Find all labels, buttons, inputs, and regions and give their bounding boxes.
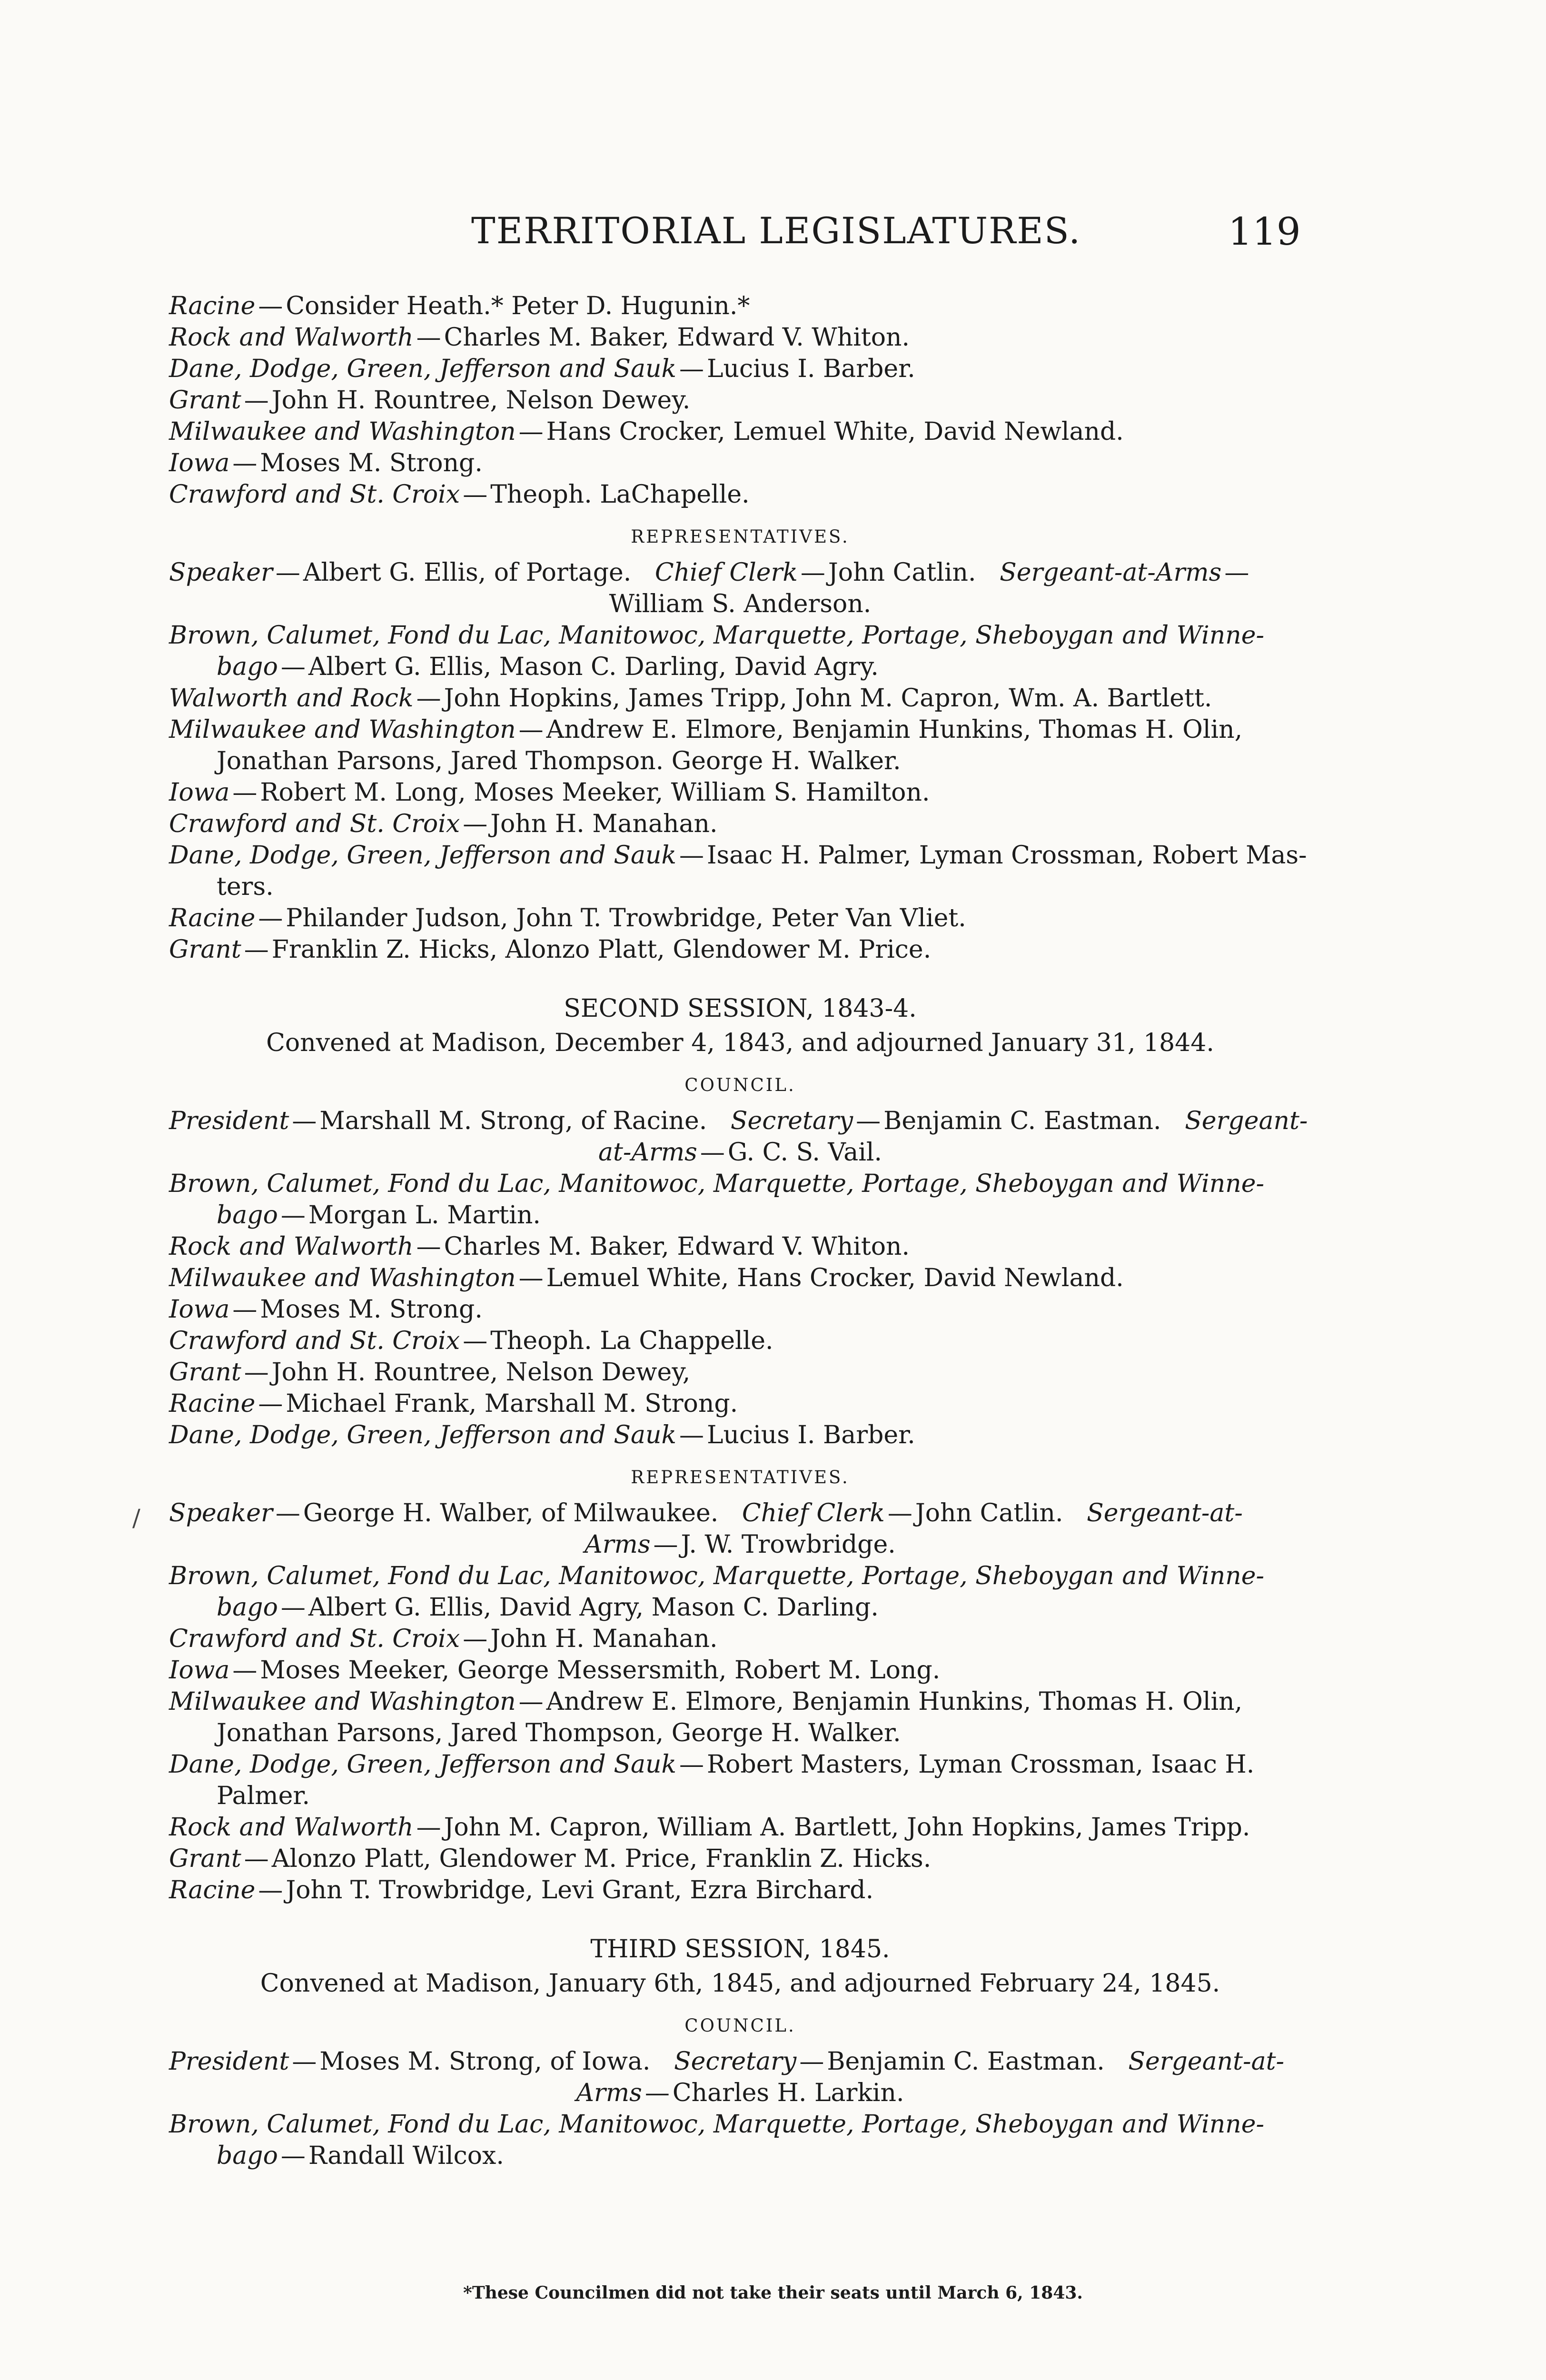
officers-line-cont: Arms — Charles H. Larkin. [576,2079,904,2107]
reps-entry: Racine — Philander Judson, John T. Trowbridge, Peter Van Vliet. [169,904,966,932]
council-entry: Grant — John H. Rountree, Nelson Dewey, [169,1358,691,1387]
reps-entry: Grant — Franklin Z. Hicks, Alonzo Platt, Glendower M. Price. [169,935,932,964]
session-title: THIRD SESSION, 1845. [590,1935,890,1964]
section-heading: REPRESENTATIVES. [631,1467,850,1488]
council-entry: Crawford and St. Croix — Theoph. LaChapelle. [169,480,750,509]
session-title: SECOND SESSION, 1843-4. [564,994,917,1023]
reps-entry: Crawford and St. Croix — John H. Manahan. [169,810,718,838]
officers-line: President — Moses M. Strong, of Iowa. Secretary — Benjamin C. Eastman. Sergeant-at- [169,2047,1285,2076]
reps-entry: Milwaukee and Washington — Andrew E. Elmore, Benjamin Hunkins, Thomas H. Olin, [169,1687,1243,1716]
council-entry: Milwaukee and Washington — Lemuel White, Hans Crocker, David Newland. [169,1264,1124,1292]
reps-entry-cont: Jonathan Parsons, Jared Thompson, George H. Walker. [217,1719,901,1747]
reps-entry: Grant — Alonzo Platt, Glendower M. Price, Franklin Z. Hicks. [169,1844,932,1873]
council-entry: Crawford and St. Croix — Theoph. La Chappelle. [169,1327,773,1355]
reps-entry-cont: Jonathan Parsons, Jared Thompson. George H. Walker. [217,747,901,775]
officers-line: President — Marshall M. Strong, of Racine. Secretary — Benjamin C. Eastman. Sergeant- [169,1107,1308,1135]
reps-entry-cont: ters. [217,873,274,901]
council-continuation [169,290,1311,510]
council-entry: Racine — Michael Frank, Marshall M. Strong. [169,1389,738,1418]
council-entry: Rock and Walworth — Charles M. Baker, Edward V. Whiton. [169,1232,910,1261]
section-heading: COUNCIL. [684,1075,796,1095]
council-entry: Dane, Dodge, Green, Jefferson and Sauk — Lucius I. Barber. [169,1421,915,1449]
reps-entry: Crawford and St. Croix — John H. Manahan. [169,1625,718,1653]
council-entry: Rock and Walworth — Charles M. Baker, Edward V. Whiton. [169,323,910,352]
reps-entry: Iowa — Robert M. Long, Moses Meeker, William S. Hamilton. [169,778,930,807]
footnote: *These Councilmen did not take their seats until March 6, 1843. [463,2283,1083,2303]
council-entry: Racine — Consider Heath.* Peter D. Hugunin.* [169,292,750,320]
council-entry: Brown, Calumet, Fond du Lac, Manitowoc, Marquette, Portage, Sheboygan and Winne- [169,2110,1265,2139]
section-heading: COUNCIL. [684,2015,796,2036]
convened-line: Convened at Madison, January 6th, 1845, and adjourned February 24, 1845. [260,1969,1220,1998]
reps-entry-cont: bago — Albert G. Ellis, Mason C. Darling, David Agry. [217,653,879,681]
reps-entry: Racine — John T. Trowbridge, Levi Grant, Ezra Birchard. [169,1876,874,1904]
reps-entry: Brown, Calumet, Fond du Lac, Manitowoc, Marquette, Portage, Sheboygan and Winne- [169,621,1265,650]
council-entry: Iowa — Moses M. Strong. [169,449,483,477]
council-entry: Grant — John H. Rountree, Nelson Dewey. [169,386,691,415]
reps-entry-cont: Palmer. [217,1782,310,1810]
council-entry: Dane, Dodge, Green, Jefferson and Sauk — Lucius I. Barber. [169,355,915,383]
reps-entry: Dane, Dodge, Green, Jefferson and Sauk — Isaac H. Palmer, Lyman Crossman, Robert Mas- [169,841,1307,870]
page-number: 119 [1228,209,1301,254]
council-entry-cont: bago — Morgan L. Martin. [217,1201,541,1230]
reps-entry: Walworth and Rock — John Hopkins, James Tripp, John M. Capron, Wm. A. Bartlett. [169,684,1212,713]
reps-entry: Iowa — Moses Meeker, George Messersmith, Robert M. Long. [169,1656,941,1685]
reps-entry: Milwaukee and Washington — Andrew E. Elmore, Benjamin Hunkins, Thomas H. Olin, [169,715,1243,744]
officers-line: Speaker — George H. Walber, of Milwaukee. Chief Clerk — John Catlin. Sergeant-at- [169,1499,1243,1527]
officers-line-cont: William S. Anderson. [609,590,872,618]
stray-pen-mark: / [132,1504,140,1532]
reps-entry-cont: bago — Albert G. Ellis, David Agry, Mason C. Darling. [217,1593,879,1622]
officers-line: Speaker — Albert G. Ellis, of Portage. Chief Clerk — John Catlin. Sergeant-at-Arms — [169,558,1249,587]
page-body [169,290,1311,2172]
reps-entry: Dane, Dodge, Green, Jefferson and Sauk — Robert Masters, Lyman Crossman, Isaac H. [169,1750,1255,1779]
officers-line-cont: at-Arms — G. C. S. Vail. [598,1138,882,1167]
council-entry: Brown, Calumet, Fond du Lac, Manitowoc, Marquette, Portage, Sheboygan and Winne- [169,1170,1265,1198]
convened-line: Convened at Madison, December 4, 1843, and adjourned January 31, 1844. [266,1029,1214,1057]
reps-entry: Brown, Calumet, Fond du Lac, Manitowoc, Marquette, Portage, Sheboygan and Winne- [169,1562,1265,1590]
section-heading: REPRESENTATIVES. [631,526,850,547]
reps-entry: Rock and Walworth — John M. Capron, William A. Bartlett, John Hopkins, James Tripp. [169,1813,1250,1842]
council-entry: Milwaukee and Washington — Hans Crocker, Lemuel White, David Newland. [169,417,1124,446]
council-entry-cont: bago — Randall Wilcox. [217,2142,504,2170]
officers-line-cont: Arms — J. W. Trowbridge. [585,1530,896,1559]
page-header [0,209,1546,271]
council-entry: Iowa — Moses M. Strong. [169,1295,483,1324]
running-title: TERRITORIAL LEGISLATURES. [471,209,1081,252]
